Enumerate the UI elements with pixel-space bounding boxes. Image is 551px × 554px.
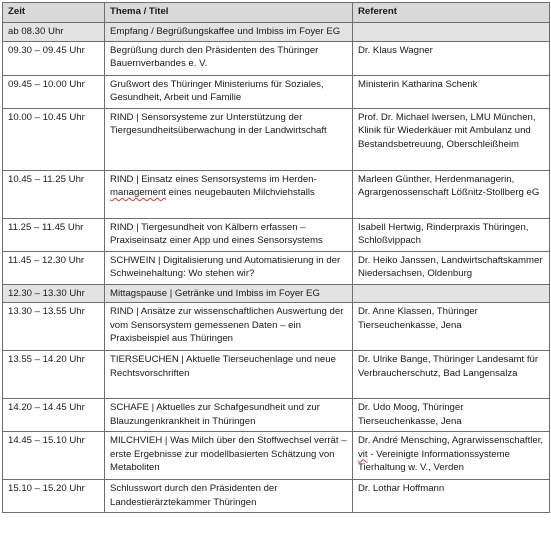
time-cell: 12.30 – 13.30 Uhr <box>3 284 105 303</box>
topic-cell: Schlusswort durch den Präsidenten der Landestierärztekammer Thüringen <box>105 480 353 513</box>
time-cell: 13.55 – 14.20 Uhr <box>3 351 105 399</box>
time-cell: ab 08.30 Uhr <box>3 23 105 42</box>
speaker-cell: Ministerin Katharina Schenk <box>353 75 550 108</box>
time-cell: 14.20 – 14.45 Uhr <box>3 399 105 432</box>
table-row <box>3 351 550 399</box>
time-cell: 09.30 – 09.45 Uhr <box>3 41 105 75</box>
speaker-cell: Dr. Lothar Hoffmann <box>353 480 550 513</box>
speaker-cell: Dr. Ulrike Bange, Thüringer Landesamt für Verbraucherschutz, Bad Langensalza <box>353 351 550 399</box>
speaker-text-part: - Vereinigte Informationssysteme Tierhaltung w. V., Verden <box>358 448 510 473</box>
speaker-cell: Dr. Udo Moog, Thüringer Tierseuchenkasse, Jena <box>353 399 550 432</box>
header-speaker: Referent <box>353 3 550 23</box>
time-cell: 09.45 – 10.00 Uhr <box>3 75 105 108</box>
header-topic: Thema / Titel <box>105 3 353 23</box>
speaker-cell: Dr. Klaus Wagner <box>353 41 550 75</box>
topic-cell: Mittagspause | Getränke und Imbiss im Foyer EG <box>105 284 353 303</box>
speaker-cell <box>353 432 550 480</box>
table-row <box>3 170 550 218</box>
topic-cell <box>105 170 353 218</box>
topic-cell: Grußwort des Thüringer Ministeriums für Soziales, Gesundheit, Arbeit und Familie <box>105 75 353 108</box>
topic-cell: Begrüßung durch den Präsidenten des Thüringer Bauernverbandes e. V. <box>105 41 353 75</box>
time-cell: 11.25 – 11.45 Uhr <box>3 218 105 251</box>
spellcheck-flagged-word: vit <box>358 448 368 460</box>
speaker-cell: Dr. Anne Klassen, Thüringer Tierseuchenkasse, Jena <box>353 303 550 351</box>
table-row <box>3 480 550 513</box>
table-row <box>3 284 550 303</box>
speaker-cell: Prof. Dr. Michael Iwersen, LMU München, Klinik für Wiederkäuer mit Ambulanz und Bestandsbetreuung, Oberschleißheim <box>353 108 550 170</box>
table-row <box>3 399 550 432</box>
speaker-cell <box>353 23 550 42</box>
topic-cell: RIND | Sensorsysteme zur Unterstützung der Tiergesundheitsüberwachung in der Landwirtschaft <box>105 108 353 170</box>
speaker-cell: Isabell Hertwig, Rinderpraxis Thüringen, Schloßvippach <box>353 218 550 251</box>
header-row <box>3 3 550 23</box>
spellcheck-flagged-word: management <box>110 187 166 198</box>
topic-cell: Empfang / Begrüßungskaffee und Imbiss im Foyer EG <box>105 23 353 42</box>
speaker-cell <box>353 284 550 303</box>
topic-cell: SCHWEIN | Digitalisierung und Automatisierung in der Schweinehaltung: Wo stehen wir? <box>105 251 353 284</box>
table-row <box>3 108 550 170</box>
topic-cell: MILCHVIEH | Was Milch über den Stoffwechsel verrät – erste Ergebnisse zur modellbasierten Schätzung von Metaboliten <box>105 432 353 480</box>
speaker-cell: Marleen Günther, Herdenmanagerin, Agrargenossenschaft Lößnitz-Stollberg eG <box>353 170 550 218</box>
topic-text-part: eines neugebauten Milchviehstalls <box>166 187 315 198</box>
table-row <box>3 218 550 251</box>
table-row <box>3 303 550 351</box>
speaker-cell: Dr. Heiko Janssen, Landwirtschaftskammer Niedersachsen, Oldenburg <box>353 251 550 284</box>
topic-cell: TIERSEUCHEN | Aktuelle Tierseuchenlage und neue Rechtsvorschriften <box>105 351 353 399</box>
topic-cell: RIND | Tiergesundheit von Kälbern erfassen – Praxiseinsatz einer App und eines Sensorsystems <box>105 218 353 251</box>
time-cell: 15.10 – 15.20 Uhr <box>3 480 105 513</box>
time-cell: 14.45 – 15.10 Uhr <box>3 432 105 480</box>
time-cell: 13.30 – 13.55 Uhr <box>3 303 105 351</box>
table-row <box>3 251 550 284</box>
time-cell: 10.00 – 10.45 Uhr <box>3 108 105 170</box>
table-row <box>3 23 550 42</box>
topic-cell: SCHAFE | Aktuelles zur Schafgesundheit und zur Blauzungenkrankheit in Thüringen <box>105 399 353 432</box>
topic-cell: RIND | Ansätze zur wissenschaftlichen Auswertung der vom Sensorsystem gemessenen Daten – ein Praxisbeispiel aus Thüringen <box>105 303 353 351</box>
table-row <box>3 75 550 108</box>
topic-text-part: RIND | Einsatz eines Sensorsystems im Herden- <box>110 173 317 185</box>
table-row <box>3 41 550 75</box>
table-row <box>3 432 550 480</box>
program-table <box>2 2 550 513</box>
speaker-text-part: Dr. André Mensching, Agrarwissenschaftler, <box>358 435 544 446</box>
time-cell: 11.45 – 12.30 Uhr <box>3 251 105 284</box>
time-cell: 10.45 – 11.25 Uhr <box>3 170 105 218</box>
header-time: Zeit <box>3 3 105 23</box>
